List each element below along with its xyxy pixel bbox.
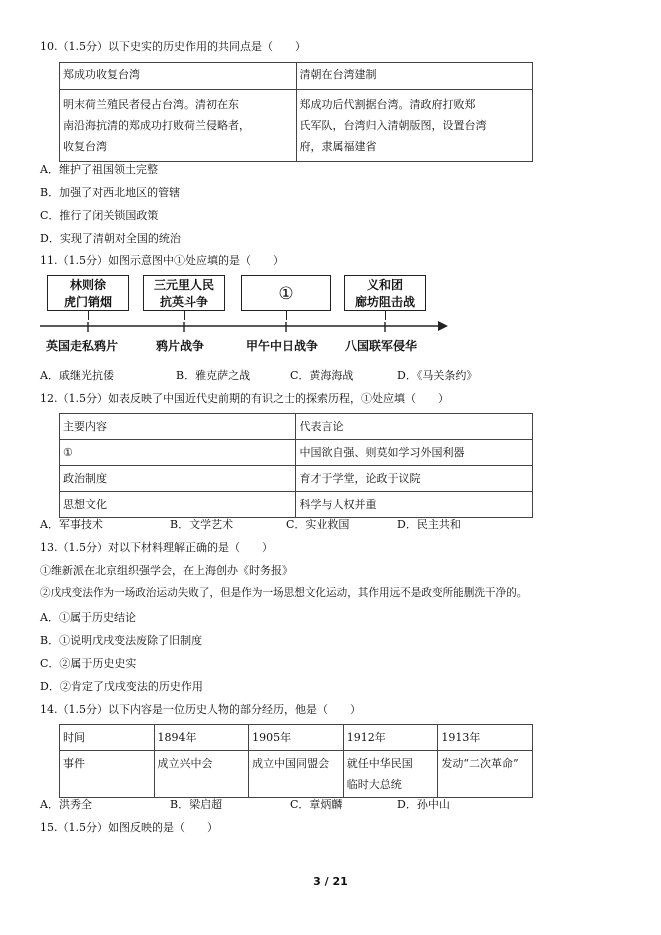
table-row [60, 466, 533, 492]
q14-option-b[interactable]: B．梁启超 [170, 798, 223, 811]
table-cell: 1912年 [343, 725, 438, 751]
q13-option-c[interactable]: C．②属于历史史实 [40, 657, 137, 670]
q11-option-b[interactable]: B．雅克萨之战 [176, 369, 251, 382]
q13-material-1: ①维新派在北京组织强学会，在上海创办《时务报》 [40, 564, 293, 577]
q12-option-a[interactable]: A．军事技术 [40, 518, 103, 531]
table-cell: 成立兴中会 [154, 751, 249, 798]
q13-material-2: ②戊戌变法作为一场政治运动失败了，但是作为一场思想文化运动，其作用远不是政变所能删洗干净的。 [40, 587, 528, 599]
cell-line: 南沿海抗清的郑成功打败荷兰侵略者， [63, 119, 250, 132]
table-row [60, 751, 533, 798]
timeline-axis [40, 318, 450, 334]
table-cell: 科学与人权并重 [296, 492, 533, 518]
q10-table [59, 62, 533, 162]
q10-option-c[interactable]: C．推行了闭关锁国政策 [40, 209, 159, 222]
q10-cell-2 [296, 90, 533, 162]
q14-option-a[interactable]: A．洪秀全 [40, 798, 92, 811]
timeline-label-4: 八国联军侵华 [345, 339, 418, 353]
timeline-box-1 [47, 275, 129, 311]
q13-stem: 13.（1.5分）对以下材料理解正确的是（ ） [40, 541, 273, 554]
table-cell: 中国欲自强、则莫如学习外国利器 [296, 440, 533, 466]
q12-stem: 12.（1.5分）如表反映了中国近代史前期的有识之士的探索历程，①处应填（ ） [40, 392, 449, 405]
q10-option-b[interactable]: B．加强了对西北地区的管辖 [40, 186, 181, 199]
cell-line: 郑成功后代割据台湾。清政府打败郑 [299, 98, 476, 111]
q10-option-d[interactable]: D．实现了清朝对全国的统治 [40, 232, 181, 245]
timeline-box-2 [143, 275, 225, 311]
q11-option-a[interactable]: A．戚继光抗倭 [40, 369, 114, 382]
cell-line: 临时大总统 [346, 778, 402, 791]
table-cell: 成立中国同盟会 [249, 751, 344, 798]
cell-line: 府，隶属福建省 [299, 140, 377, 153]
q12-table [59, 413, 533, 518]
cell-line: 就任中华民国 [346, 757, 413, 770]
q13-option-d[interactable]: D．②肯定了戊戌变法的历史作用 [40, 680, 203, 693]
page-number: 3 / 21 [313, 875, 348, 888]
cell-line: 明末荷兰殖民者侵占台湾。清初在东 [63, 98, 239, 111]
q15-stem: 15.（1.5分）如图反映的是（ ） [40, 821, 218, 834]
table-cell: 1905年 [249, 725, 344, 751]
table-cell: 1894年 [154, 725, 249, 751]
q11-option-d[interactable]: D．《马关条约》 [397, 369, 478, 382]
q12-header-2: 代表言论 [296, 414, 533, 440]
box-line: 三元里人民 [153, 278, 214, 292]
table-cell: 时间 [60, 725, 155, 751]
q14-stem: 14.（1.5分）以下内容是一位历史人物的部分经历，他是（ ） [40, 703, 361, 716]
table-row [60, 440, 533, 466]
table-row [60, 492, 533, 518]
q12-option-c[interactable]: C．实业救国 [286, 518, 350, 531]
box-line: 抗英斗争 [159, 295, 208, 309]
table-row [60, 725, 533, 751]
timeline-label-2: 鸦片战争 [156, 339, 205, 353]
q12-option-b[interactable]: B．文学艺术 [170, 518, 234, 531]
table-row [60, 63, 533, 90]
box-line: 虎门销烟 [63, 295, 112, 309]
table-row [60, 90, 533, 162]
q10-cell-1 [60, 90, 297, 162]
q14-table [59, 724, 533, 798]
box-line: ① [278, 284, 294, 304]
box-line: 义和团 [366, 278, 403, 292]
q10-option-a[interactable]: A．维护了祖国领土完整 [40, 163, 158, 176]
q11-stem: 11.（1.5分）如图示意图中①处应填的是（ ） [40, 254, 284, 267]
q10-header-2: 清朝在台湾建制 [296, 63, 533, 90]
cell-line: 收复台湾 [63, 140, 107, 153]
table-cell: 事件 [60, 751, 155, 798]
table-row [60, 414, 533, 440]
box-line: 廊坊阻击战 [354, 295, 415, 309]
table-cell: 政治制度 [60, 466, 296, 492]
table-cell: 发动“二次革命” [438, 751, 533, 798]
q13-option-b[interactable]: B．①说明戊戌变法废除了旧制度 [40, 634, 203, 647]
q14-option-d[interactable]: D．孙中山 [397, 798, 450, 811]
table-cell: 育才于学堂，论政于议院 [296, 466, 533, 492]
timeline-box-3 [241, 275, 331, 311]
table-cell: 1913年 [438, 725, 533, 751]
timeline-box-4 [344, 275, 426, 311]
timeline-label-3: 甲午中日战争 [246, 339, 319, 353]
q12-option-d[interactable]: D．民主共和 [397, 518, 461, 531]
q14-option-c[interactable]: C．章炳麟 [290, 798, 343, 811]
q13-option-a[interactable]: A．①属于历史结论 [40, 611, 136, 624]
q12-header-1: 主要内容 [60, 414, 296, 440]
q10-header-1: 郑成功收复台湾 [60, 63, 297, 90]
table-cell: ① [60, 440, 296, 466]
box-line: 林则徐 [69, 278, 106, 292]
q10-stem: 10.（1.5分）以下史实的历史作用的共同点是（ ） [40, 40, 306, 53]
table-cell: 思想文化 [60, 492, 296, 518]
cell-line: 氏军队，台湾归入清朝版图，设置台湾 [299, 119, 487, 132]
q11-option-c[interactable]: C．黄海海战 [290, 369, 354, 382]
table-cell [343, 751, 438, 798]
timeline-label-1: 英国走私鸦片 [46, 339, 119, 353]
